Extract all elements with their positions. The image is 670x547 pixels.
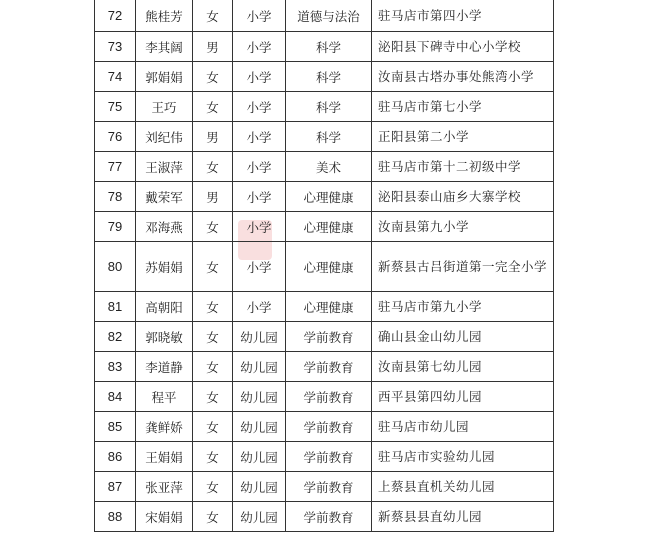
school-name-cell: 新蔡县古吕街道第一完全小学: [372, 242, 554, 292]
school-name-cell: 上蔡县直机关幼儿园: [372, 472, 554, 502]
teacher-name-cell: 王巧: [136, 92, 193, 122]
school-level-cell: 幼儿园: [233, 412, 286, 442]
school-name-cell: 驻马店市实验幼儿园: [372, 442, 554, 472]
subject-cell: 科学: [286, 62, 372, 92]
table-row: [95, 352, 554, 382]
table-row: [95, 382, 554, 412]
teacher-name-cell: 戴荣军: [136, 182, 193, 212]
table-row: [95, 152, 554, 182]
row-number-cell: 76: [95, 122, 136, 152]
school-level-cell: 幼儿园: [233, 502, 286, 532]
subject-cell: 学前教育: [286, 352, 372, 382]
subject-cell: 学前教育: [286, 442, 372, 472]
subject-cell: 心理健康: [286, 182, 372, 212]
row-number-cell: 84: [95, 382, 136, 412]
subject-cell: 学前教育: [286, 502, 372, 532]
school-name-cell: 泌阳县泰山庙乡大寨学校: [372, 182, 554, 212]
gender-cell: 女: [193, 322, 233, 352]
gender-cell: 女: [193, 62, 233, 92]
school-name-cell: 泌阳县下碑寺中心小学校: [372, 32, 554, 62]
school-level-cell: 小学: [233, 92, 286, 122]
gender-cell: 男: [193, 122, 233, 152]
school-name-cell: 汝南县第九小学: [372, 212, 554, 242]
table-row: [95, 472, 554, 502]
row-number-cell: 85: [95, 412, 136, 442]
school-level-cell: 小学: [233, 292, 286, 322]
row-number-cell: 83: [95, 352, 136, 382]
teacher-roster-table: [94, 0, 554, 532]
school-level-cell: 小学: [233, 122, 286, 152]
row-number-cell: 77: [95, 152, 136, 182]
row-number-cell: 73: [95, 32, 136, 62]
gender-cell: 女: [193, 212, 233, 242]
school-name-cell: 驻马店市幼儿园: [372, 412, 554, 442]
teacher-name-cell: 刘纪伟: [136, 122, 193, 152]
table-body: [95, 0, 554, 532]
school-level-cell: 小学: [233, 212, 286, 242]
school-level-cell: 幼儿园: [233, 382, 286, 412]
school-level-cell: 小学: [233, 62, 286, 92]
row-number-cell: 87: [95, 472, 136, 502]
subject-cell: 美术: [286, 152, 372, 182]
teacher-name-cell: 王娟娟: [136, 442, 193, 472]
row-number-cell: 88: [95, 502, 136, 532]
gender-cell: 男: [193, 32, 233, 62]
table-row: [95, 442, 554, 472]
table-row: [95, 292, 554, 322]
gender-cell: 女: [193, 92, 233, 122]
table-row: [95, 62, 554, 92]
table-row: [95, 502, 554, 532]
gender-cell: 男: [193, 182, 233, 212]
table-row: [95, 122, 554, 152]
row-number-cell: 81: [95, 292, 136, 322]
teacher-name-cell: 张亚萍: [136, 472, 193, 502]
table-row: [95, 0, 554, 32]
gender-cell: 女: [193, 442, 233, 472]
row-number-cell: 72: [95, 0, 136, 32]
table-row: [95, 32, 554, 62]
school-level-cell: 幼儿园: [233, 352, 286, 382]
subject-cell: 道德与法治: [286, 0, 372, 32]
gender-cell: 女: [193, 352, 233, 382]
table-row: [95, 212, 554, 242]
table-row: [95, 92, 554, 122]
school-level-cell: 小学: [233, 32, 286, 62]
table-row: [95, 242, 554, 292]
subject-cell: 科学: [286, 32, 372, 62]
school-level-cell: 幼儿园: [233, 472, 286, 502]
school-name-cell: 西平县第四幼儿园: [372, 382, 554, 412]
row-number-cell: 78: [95, 182, 136, 212]
table-row: [95, 322, 554, 352]
school-name-cell: 汝南县第七幼儿园: [372, 352, 554, 382]
gender-cell: 女: [193, 412, 233, 442]
school-name-cell: 驻马店市第七小学: [372, 92, 554, 122]
gender-cell: 女: [193, 292, 233, 322]
row-number-cell: 80: [95, 242, 136, 292]
teacher-name-cell: 王淑萍: [136, 152, 193, 182]
school-level-cell: 小学: [233, 152, 286, 182]
table-row: [95, 412, 554, 442]
teacher-name-cell: 宋娟娟: [136, 502, 193, 532]
school-level-cell: 小学: [233, 182, 286, 212]
school-name-cell: 驻马店市第十二初级中学: [372, 152, 554, 182]
gender-cell: 女: [193, 382, 233, 412]
school-name-cell: 驻马店市第四小学: [372, 0, 554, 32]
row-number-cell: 86: [95, 442, 136, 472]
gender-cell: 女: [193, 472, 233, 502]
school-name-cell: 确山县金山幼儿园: [372, 322, 554, 352]
subject-cell: 学前教育: [286, 322, 372, 352]
subject-cell: 心理健康: [286, 212, 372, 242]
gender-cell: 女: [193, 0, 233, 32]
gender-cell: 女: [193, 502, 233, 532]
teacher-name-cell: 高朝阳: [136, 292, 193, 322]
teacher-name-cell: 程平: [136, 382, 193, 412]
school-level-cell: 幼儿园: [233, 322, 286, 352]
subject-cell: 科学: [286, 92, 372, 122]
school-name-cell: 新蔡县县直幼儿园: [372, 502, 554, 532]
row-number-cell: 74: [95, 62, 136, 92]
school-level-cell: 小学: [233, 242, 286, 292]
teacher-name-cell: 邓海燕: [136, 212, 193, 242]
school-level-cell: 小学: [233, 0, 286, 32]
teacher-name-cell: 李其阔: [136, 32, 193, 62]
gender-cell: 女: [193, 242, 233, 292]
teacher-name-cell: 郭娟娟: [136, 62, 193, 92]
teacher-name-cell: 郭晓敏: [136, 322, 193, 352]
table-row: [95, 182, 554, 212]
subject-cell: 心理健康: [286, 242, 372, 292]
subject-cell: 学前教育: [286, 412, 372, 442]
school-name-cell: 正阳县第二小学: [372, 122, 554, 152]
school-name-cell: 驻马店市第九小学: [372, 292, 554, 322]
gender-cell: 女: [193, 152, 233, 182]
row-number-cell: 82: [95, 322, 136, 352]
subject-cell: 学前教育: [286, 472, 372, 502]
teacher-name-cell: 熊桂芳: [136, 0, 193, 32]
row-number-cell: 75: [95, 92, 136, 122]
teacher-name-cell: 龚鲜娇: [136, 412, 193, 442]
teacher-name-cell: 李道静: [136, 352, 193, 382]
school-name-cell: 汝南县古塔办事处熊湾小学: [372, 62, 554, 92]
subject-cell: 心理健康: [286, 292, 372, 322]
row-number-cell: 79: [95, 212, 136, 242]
teacher-name-cell: 苏娟娟: [136, 242, 193, 292]
subject-cell: 学前教育: [286, 382, 372, 412]
subject-cell: 科学: [286, 122, 372, 152]
school-level-cell: 幼儿园: [233, 442, 286, 472]
